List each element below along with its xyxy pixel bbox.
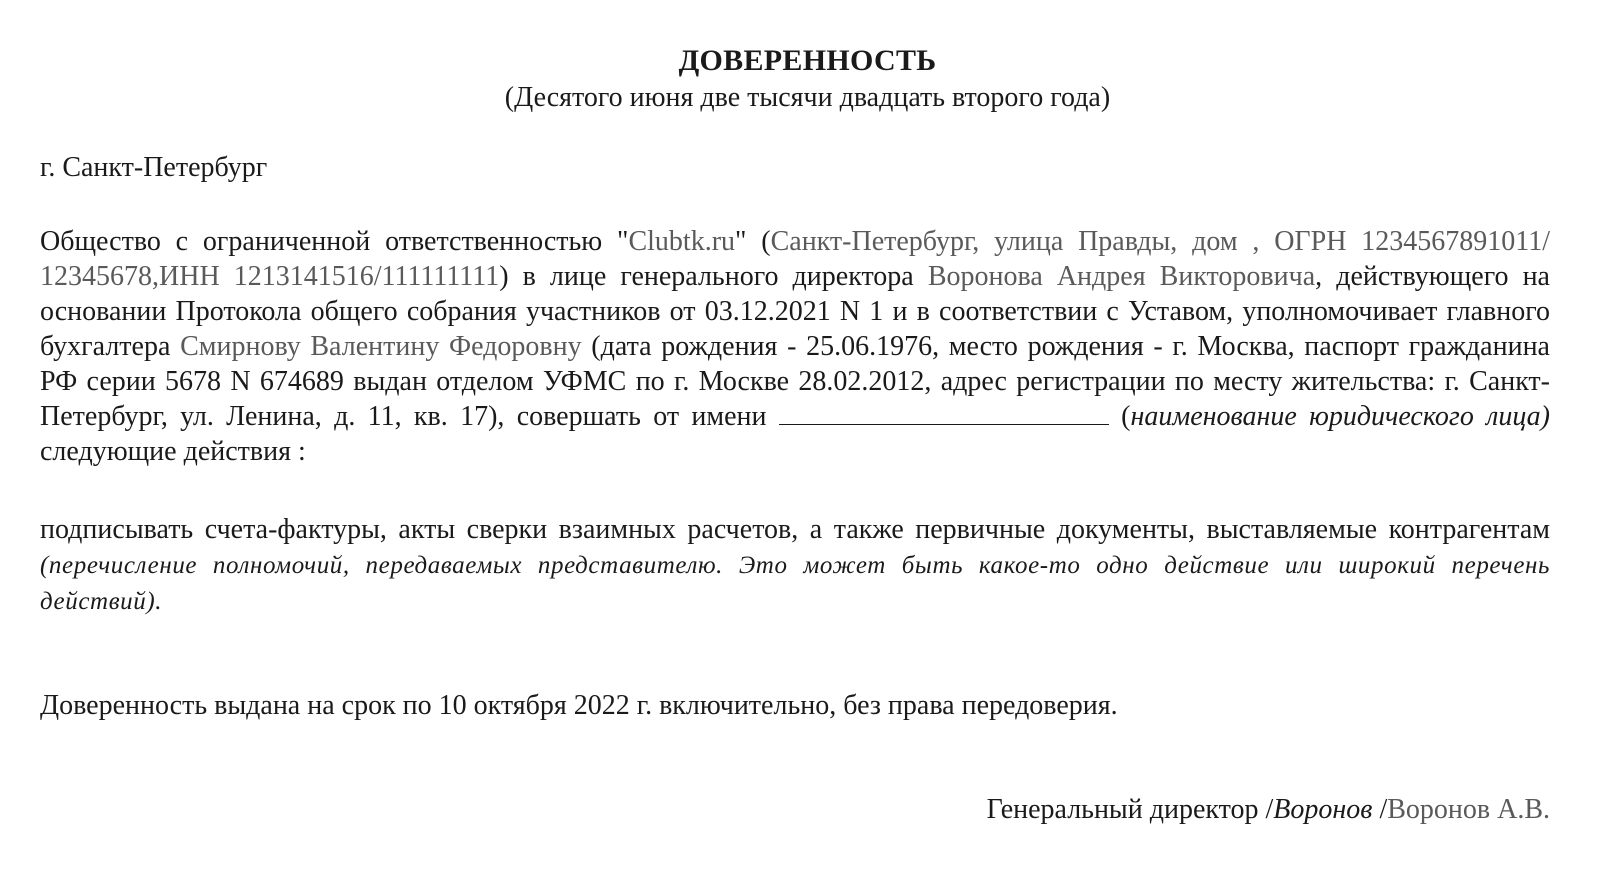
main-text-3: ) в лице генерального директора xyxy=(499,261,928,292)
director-name: Воронова Андрея Викторовича xyxy=(927,261,1316,292)
signature-position: Генеральный директор / xyxy=(986,794,1274,825)
main-text-5: (дата рождения - 25.06.1976, место рождения - г. Москва, паспорт гражданина РФ серии 5678 N 674689 выдан отделом УФМС по г. Москве 28.02.2012, адрес регистрации по месту жительства: г. Санкт-Петербург, ул. Ленина, д. 11, кв. 17), совершать от имени xyxy=(40,331,1550,432)
term-paragraph: Доверенность выдана на срок по 10 октября 2022 г. включительно, без права передоверия. xyxy=(40,690,1118,721)
title-block xyxy=(0,42,1615,116)
document-title: ДОВЕРЕННОСТЬ xyxy=(678,44,937,77)
powers-hint: (перечисление полномочий, передаваемых представителю. Это может быть какое-то одно действие или широкий перечень действий). xyxy=(40,552,1550,615)
signatory-name: Воронов А.В. xyxy=(1387,794,1550,825)
signature-line xyxy=(987,792,1550,828)
main-text-6: ( xyxy=(1108,401,1131,432)
blank-line xyxy=(779,400,1109,425)
representative-name: Смирнову Валентину Федоровну xyxy=(180,331,582,362)
main-text-4: , действующего на основании Протокола общего собрания участников от 03.12.2021 N 1 и в соответствии с Уставом, уполномочивает главного бухгалтера xyxy=(40,261,1550,362)
company-address: Санкт-Петербург, улица Правды, дом , ОГРН 1234567891011/ 12345678,ИНН 1213141516/111111111 xyxy=(40,226,1550,292)
powers-paragraph xyxy=(40,512,1550,619)
document-date: (Десятого июня две тысячи двадцать второго года) xyxy=(504,82,1111,113)
main-text-1: Общество с ограниченной ответственностью " xyxy=(40,226,629,257)
main-text-7: следующие действия : xyxy=(40,436,306,467)
signature-separator: / xyxy=(1372,794,1388,825)
main-paragraph xyxy=(40,224,1550,469)
signature-handwritten: Воронов xyxy=(1273,794,1373,825)
powers-text: подписывать счета-фактуры, акты сверки взаимных расчетов, а также первичные документы, выставляемые контрагентам xyxy=(40,514,1550,545)
main-text-2: " ( xyxy=(735,226,771,257)
legal-entity-hint: наименование юридического лица) xyxy=(1130,401,1550,432)
company-name: Clubtk.ru xyxy=(628,226,736,257)
document-city: г. Санкт-Петербург xyxy=(40,152,268,183)
